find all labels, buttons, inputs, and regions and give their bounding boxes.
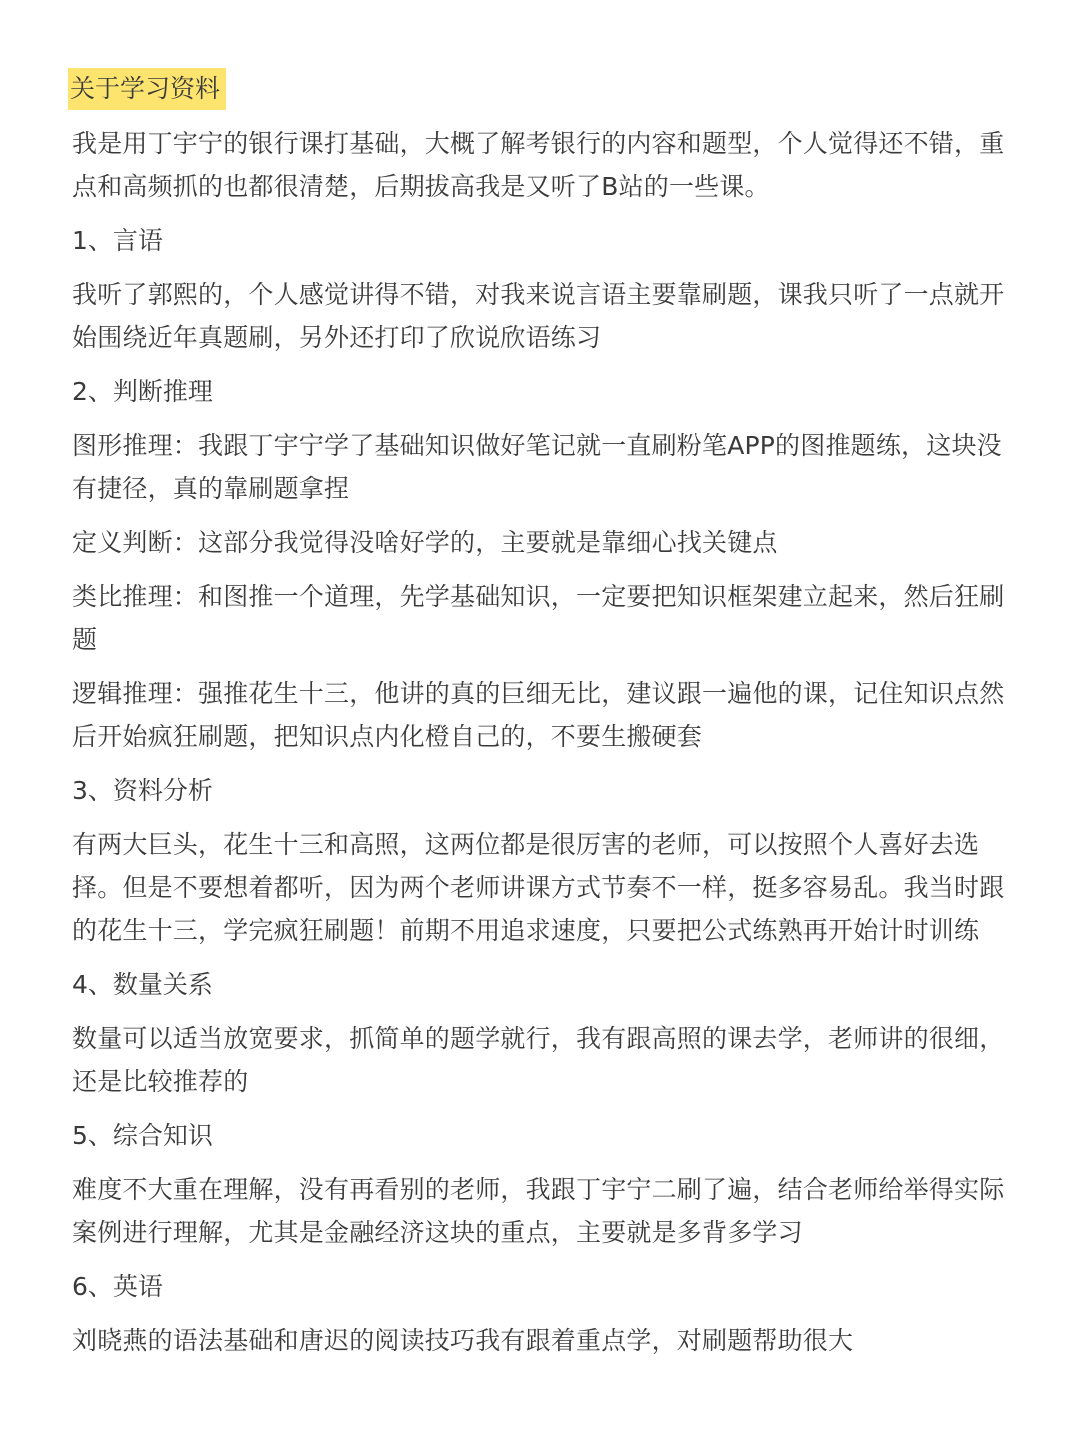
paragraph-data-analysis: 有两大巨头，花生十三和高照，这两位都是很厉害的老师，可以按照个人喜好去选择。但是不要想着都听，因为两个老师讲课方式节奏不一样，挺多容易乱。我当时跟的花生十三，学完疯狂刷题！前期不用追求速度，只要把公式练熟再开始计时训练 — [72, 830, 1005, 945]
paragraph-definition-judgment: 定义判断：这部分我觉得没啥好学的，主要就是靠细心找关键点 — [72, 528, 778, 557]
heading-verbal: 1、言语 — [72, 226, 163, 255]
title-wrap — [72, 68, 1018, 110]
paragraph-analogy-reasoning: 类比推理：和图推一个道理，先学基础知识，一定要把知识框架建立起来，然后狂刷题 — [72, 582, 1005, 654]
paragraph-logical-reasoning: 逻辑推理：强推花生十三，他讲的真的巨细无比，建议跟一遍他的课，记住知识点然后开始疯狂刷题，把知识点内化橙自己的，不要生搬硬套 — [72, 679, 1005, 751]
paragraph-verbal: 我听了郭熙的，个人感觉讲得不错，对我来说言语主要靠刷题，课我只听了一点就开始围绕近年真题刷，另外还打印了欣说欣语练习 — [72, 280, 1005, 352]
heading-general-knowledge: 5、综合知识 — [72, 1121, 213, 1150]
paragraph-general-knowledge: 难度不大重在理解，没有再看别的老师，我跟丁宇宁二刷了遍，结合老师给举得实际案例进行理解，尤其是金融经济这块的重点，主要就是多背多学习 — [72, 1175, 1005, 1247]
heading-quantitative: 4、数量关系 — [72, 970, 213, 999]
section-title-highlight: 关于学习资料 — [68, 68, 226, 110]
paragraph-quantitative: 数量可以适当放宽要求，抓简单的题学就行，我有跟高照的课去学，老师讲的很细，还是比较推荐的 — [72, 1024, 1005, 1096]
heading-english: 6、英语 — [72, 1272, 163, 1301]
heading-data-analysis: 3、资料分析 — [72, 776, 213, 805]
paragraph-graphic-reasoning: 图形推理：我跟丁宇宁学了基础知识做好笔记就一直刷粉笔APP的图推题练，这块没有捷径，真的靠刷题拿捏 — [72, 431, 1002, 503]
paragraph-english: 刘晓燕的语法基础和唐迟的阅读技巧我有跟着重点学，对刷题帮助很大 — [72, 1326, 854, 1355]
intro-paragraph: 我是用丁宇宁的银行课打基础，大概了解考银行的内容和题型，个人觉得还不错，重点和高频抓的也都很清楚，后期拔高我是又听了B站的一些课。 — [72, 129, 1005, 201]
heading-judgment-reasoning: 2、判断推理 — [72, 377, 213, 406]
